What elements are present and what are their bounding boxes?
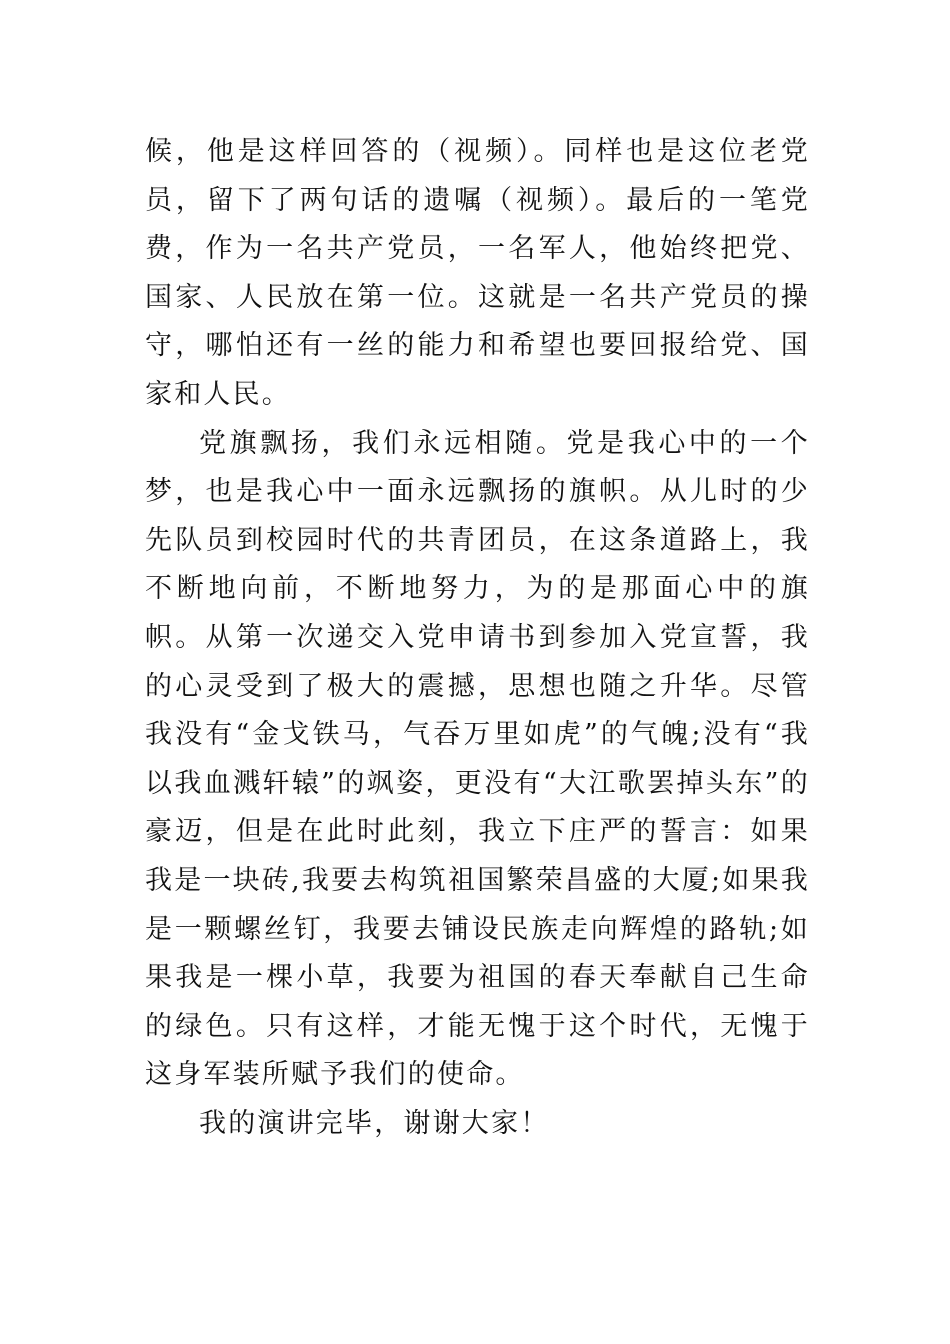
paragraph-party-flag: 党旗飘扬，我们永远相随。党是我心中的一个梦，也是我心中一面永远飘扬的旗帜。从儿时的少先队员到校园时代的共青团员，在这条道路上，我不断地向前，不断地努力，为的是那面心中的旗帜。从第一次递交入党申请书到参加入党宣誓，我的心灵受到了极大的震撼，思想也随之升华。尽管我没有“金戈铁马，气吞万里如虎”的气魄;没有“我以我血溅轩辕”的飒姿，更没有“大江歌罢掉头东”的豪迈，但是在此时此刻，我立下庄严的誓言：如果我是一块砖,我要去构筑祖国繁荣昌盛的大厦;如果我是一颗螺丝钉，我要去铺设民族走向辉煌的路轨;如果我是一棵小草，我要为祖国的春天奉献自己生命的绿色。只有这样，才能无愧于这个时代，无愧于这身军装所赋予我们的使命。 <box>145 427 810 1091</box>
document-body <box>145 128 810 1148</box>
paragraph-closing: 我的演讲完毕，谢谢大家！ <box>199 1107 550 1139</box>
paragraph-continued: 候，他是这样回答的（视频）。同样也是这位老党员，留下了两句话的遗嘱（视频）。最后的一笔党费，作为一名共产党员，一名军人，他始终把党、国家、人民放在第一位。这就是一名共产党员的操守，哪怕还有一丝的能力和希望也要回报给党、国家和人民。 <box>145 136 810 410</box>
